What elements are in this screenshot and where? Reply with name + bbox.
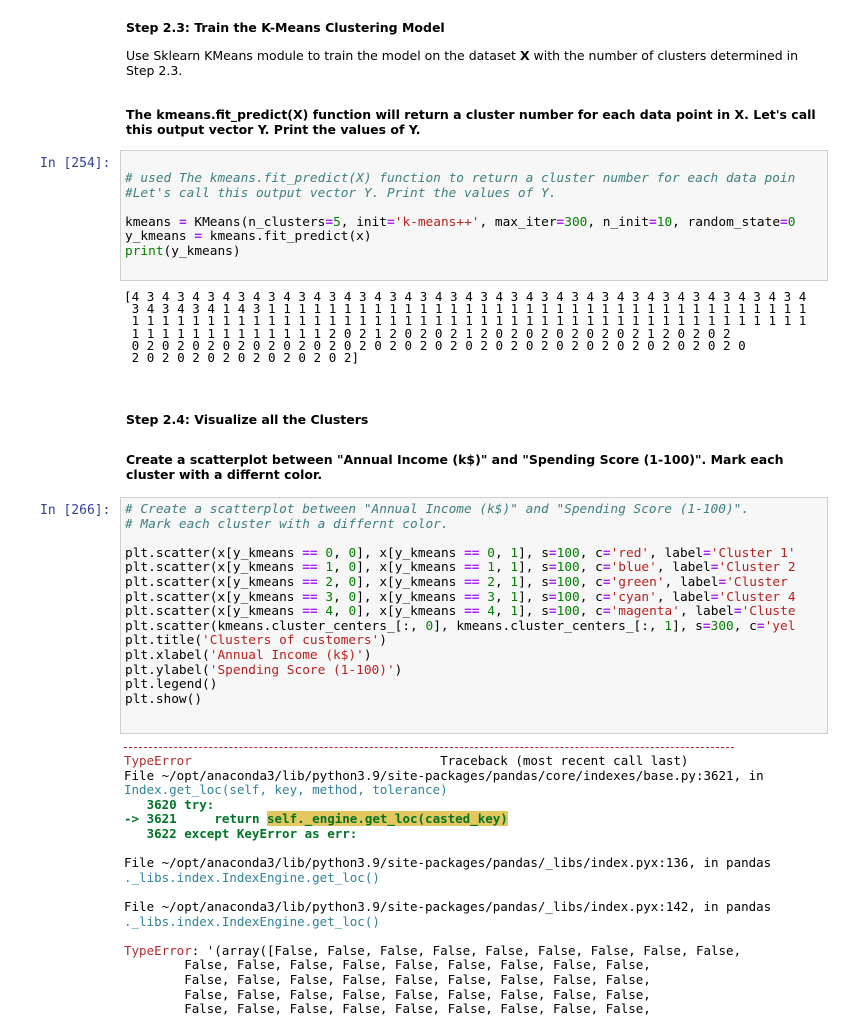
traceback-function: ._libs.index.IndexEngine.get_loc()	[124, 913, 380, 929]
cell-266-prompt: In [266]:	[40, 503, 111, 518]
traceback-current-line: -> 3621 return self._engine.get_loc(casted_key)	[124, 811, 508, 827]
output-row: 0 2 0 2 0 2 0 2 0 2 0 2 0 2 0 2 0 2 0 2 0 2 0 2 0 2 0 2 0 2 0 2 0 2 0 2 0 2 0 2 0	[124, 337, 746, 353]
traceback-divider	[124, 747, 734, 748]
code-line-scatter-2: plt.scatter(x[y_kmeans == 1, 0], x[y_kmeans == 1, 1], s=100, c='blue', label='Cluster 2	[125, 560, 796, 576]
code-line-xlabel: plt.xlabel('Annual Income (k$)')	[125, 647, 372, 663]
code-line-show: plt.show()	[125, 691, 203, 707]
code-comment: # used The kmeans.fit_predict(X) function to return a cluster number for each data poin	[125, 171, 796, 186]
traceback-function: Index.get_loc(self, key, method, tolerance)	[124, 782, 448, 798]
traceback-output	[124, 754, 771, 1017]
step-2-3-heading: Step 2.3: Train the K-Means Clustering Model	[126, 20, 445, 35]
error-message-line: False, False, False, False, False, False, False, False, False,	[124, 957, 651, 973]
traceback-file: File ~/opt/anaconda3/lib/python3.9/site-packages/pandas/_libs/index.pyx:142, in pandas	[124, 898, 772, 914]
output-row: 1 1 1 1 1 1 1 1 1 1 1 1 1 2 0 2 1 2 0 2 0 2 1 2 0 2 0 2 0 2 0 2 0 2 1 2 0 2 0 2	[124, 325, 731, 341]
error-type: TypeError	[124, 753, 192, 768]
traceback-file: File ~/opt/anaconda3/lib/python3.9/site-packages/pandas/core/indexes/base.py:3621, in	[124, 767, 764, 783]
code-line-legend: plt.legend()	[125, 677, 218, 693]
code-comment: #Let's call this output vector Y. Print the values of Y.	[125, 185, 557, 201]
error-message-line: False, False, False, False, False, False, False, False, False,	[124, 971, 651, 987]
code-comment: # Create a scatterplot between "Annual Income (k$)" and "Spending Score (1-100)".	[125, 502, 750, 517]
code-line-scatter-4: plt.scatter(x[y_kmeans == 3, 0], x[y_kmeans == 3, 1], s=100, c='cyan', label='Cluster 4	[125, 589, 796, 605]
step-2-4-heading: Step 2.4: Visualize all the Clusters	[126, 412, 369, 427]
step-2-3-description: Use Sklearn KMeans module to train the model on the dataset X with the number of clusters determined in Step 2.3.	[126, 48, 799, 78]
code-line-scatter-5: plt.scatter(x[y_kmeans == 4, 0], x[y_kmeans == 4, 1], s=100, c='magenta', label='Cluste	[125, 604, 796, 620]
code-line-kmeans: kmeans = KMeans(n_clusters=5, init='k-means++', max_iter=300, n_init=10, random_state=0	[125, 214, 796, 230]
output-row: [4 3 4 3 4 3 4 3 4 3 4 3 4 3 4 3 4 3 4 3 4 3 4 3 4 3 4 3 4 3 4 3 4 3 4 3 4 3 4 3 4 3 4 3 4	[124, 289, 807, 304]
output-row: 3 4 3 4 3 4 1 4 3 1 1 1 1 1 1 1 1 1 1 1 1 1 1 1 1 1 1 1 1 1 1 1 1 1 1 1 1 1 1 1 1 1 1 1 1	[124, 301, 807, 317]
error-message-line: False, False, False, False, False, False, False, False, False,	[124, 986, 651, 1002]
traceback-function: ._libs.index.IndexEngine.get_loc()	[124, 869, 380, 885]
cell-254-output	[124, 291, 806, 364]
code-line-scatter-1: plt.scatter(x[y_kmeans == 0, 0], x[y_kmeans == 0, 1], s=100, c='red', label='Cluster 1'	[125, 545, 796, 561]
code-line-title: plt.title('Clusters of customers')	[125, 633, 387, 649]
code-line-scatter-centers: plt.scatter(kmeans.cluster_centers_[:, 0], kmeans.cluster_centers_[:, 1], s=300, c='yel	[125, 618, 796, 634]
step-2-3-instruction: The kmeans.fit_predict(X) function will return a cluster number for each data point in X. Let's call this output vector Y. Print the values of Y.	[126, 107, 816, 137]
error-message-line: False, False, False, False, False, False, False, False, False,	[124, 1001, 651, 1017]
error-message: TypeError: '(array([False, False, False, False, False, False, False, False, False,	[124, 942, 742, 958]
code-line-print: print(y_kmeans)	[125, 243, 241, 259]
code-cell-266[interactable]	[120, 497, 828, 734]
code-line-ykmeans: y_kmeans = kmeans.fit_predict(x)	[125, 229, 372, 245]
code-line-ylabel: plt.ylabel('Spending Score (1-100)')	[125, 662, 403, 678]
code-comment: # Mark each cluster with a differnt color.	[125, 516, 449, 532]
output-row: 1 1 1 1 1 1 1 1 1 1 1 1 1 1 1 1 1 1 1 1 1 1 1 1 1 1 1 1 1 1 1 1 1 1 1 1 1 1 1 1 1 1 1 1 1	[124, 313, 807, 329]
step-2-4-instruction: Create a scatterplot between "Annual Income (k$)" and "Spending Score (1-100)". Mark each cluster with a differnt color.	[126, 452, 784, 482]
output-row: 2 0 2 0 2 0 2 0 2 0 2 0 2 0 2]	[124, 350, 360, 366]
traceback-line: 3622 except KeyError as err:	[124, 825, 358, 841]
traceback-header: Traceback (most recent call last)	[440, 753, 689, 768]
code-line-scatter-3: plt.scatter(x[y_kmeans == 2, 0], x[y_kmeans == 2, 1], s=100, c='green', label='Cluster	[125, 574, 788, 590]
code-cell-254[interactable]	[120, 150, 828, 281]
traceback-file: File ~/opt/anaconda3/lib/python3.9/site-packages/pandas/_libs/index.pyx:136, in pandas	[124, 855, 772, 871]
traceback-line: 3620 try:	[124, 796, 215, 812]
cell-254-prompt: In [254]:	[40, 156, 111, 171]
